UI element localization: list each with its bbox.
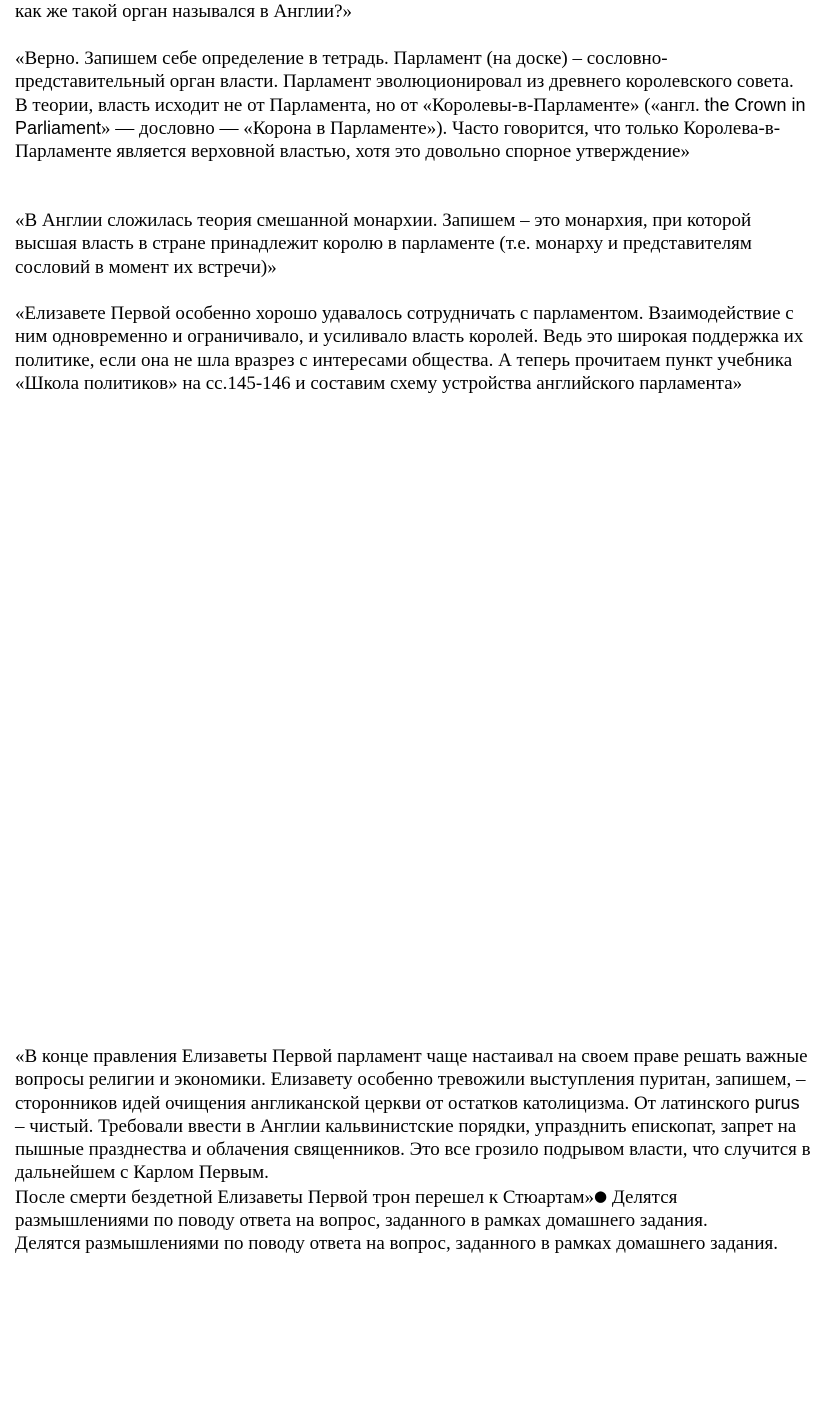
elizabeth-parliament-paragraph: «Елизавете Первой особенно хорошо удавалось сотрудничать с парламентом. Взаимодействие с ним одновременно и ограничивало, и усиливало власть королей. Ведь это широкая поддержка их политике, если она не шла вразрез с интересами общества. А теперь прочитаем пункт учебника «Школа политиков» на сс.145-146 и составим схему устройства английского парламента»: [15, 303, 804, 394]
definition-text-part-2: » — дословно — «Корона в Парламенте»). Часто говорится, что только Королева-в-Парламенте является верховной властью, хотя это довольно спорное утверждение»: [15, 117, 781, 163]
end-reign-text-part-2: – чистый. Требовали ввести в Англии кальвинистские порядки, упразднить епископат, запрет на пышные празднества и облачения священников. Это все грозило подрывом власти, что случится в дальнейшем с Карлом Первым.: [15, 1115, 811, 1184]
definition-latin-phrase: the Crown in Parliament: [15, 94, 806, 138]
latin-word-purus: purus: [754, 1092, 800, 1113]
reflection-text-1: Делятся размышлениями по поводу ответа на вопрос, заданного в рамках домашнего задания.: [15, 1186, 708, 1232]
mixed-monarchy-paragraph: «В Англии сложилась теория смешанной монархии. Запишем – это монархия, при которой высшая власть в стране принадлежит королю в парламенте (т.е. монарху и представителям сословий в момент их встречи)»: [15, 210, 752, 278]
end-of-reign-paragraph: [15, 1045, 811, 1256]
intro-line: как же такой орган назывался в Англии?»: [15, 1, 352, 22]
bullet-icon: ●: [593, 1186, 608, 1205]
definition-paragraph: [15, 47, 811, 163]
end-reign-text-part-1: «В конце правления Елизаветы Первой парламент чаще настаивал на своем праве решать важные вопросы религии и экономики. Елизавету особенно тревожили выступления пуритан, запишем, – сторонников идей очищения англиканской церкви от остатков католицизма. От латинского: [15, 1046, 808, 1114]
definition-text-part-1: «Верно. Запишем себе определение в тетрадь. Парламент (на доске) – сословно-представительный орган власти. Парламент эволюционировал из древнего королевского совета. В теории, власть исходит не от Парламента, но от «Королевы-в-Парламенте» («англ.: [15, 48, 794, 116]
reflection-text-2: Делятся размышлениями по поводу ответа на вопрос, заданного в рамках домашнего задания.: [15, 1233, 778, 1255]
stuart-sentence: После смерти бездетной Елизаветы Первой трон перешел к Стюартам»: [15, 1186, 594, 1208]
